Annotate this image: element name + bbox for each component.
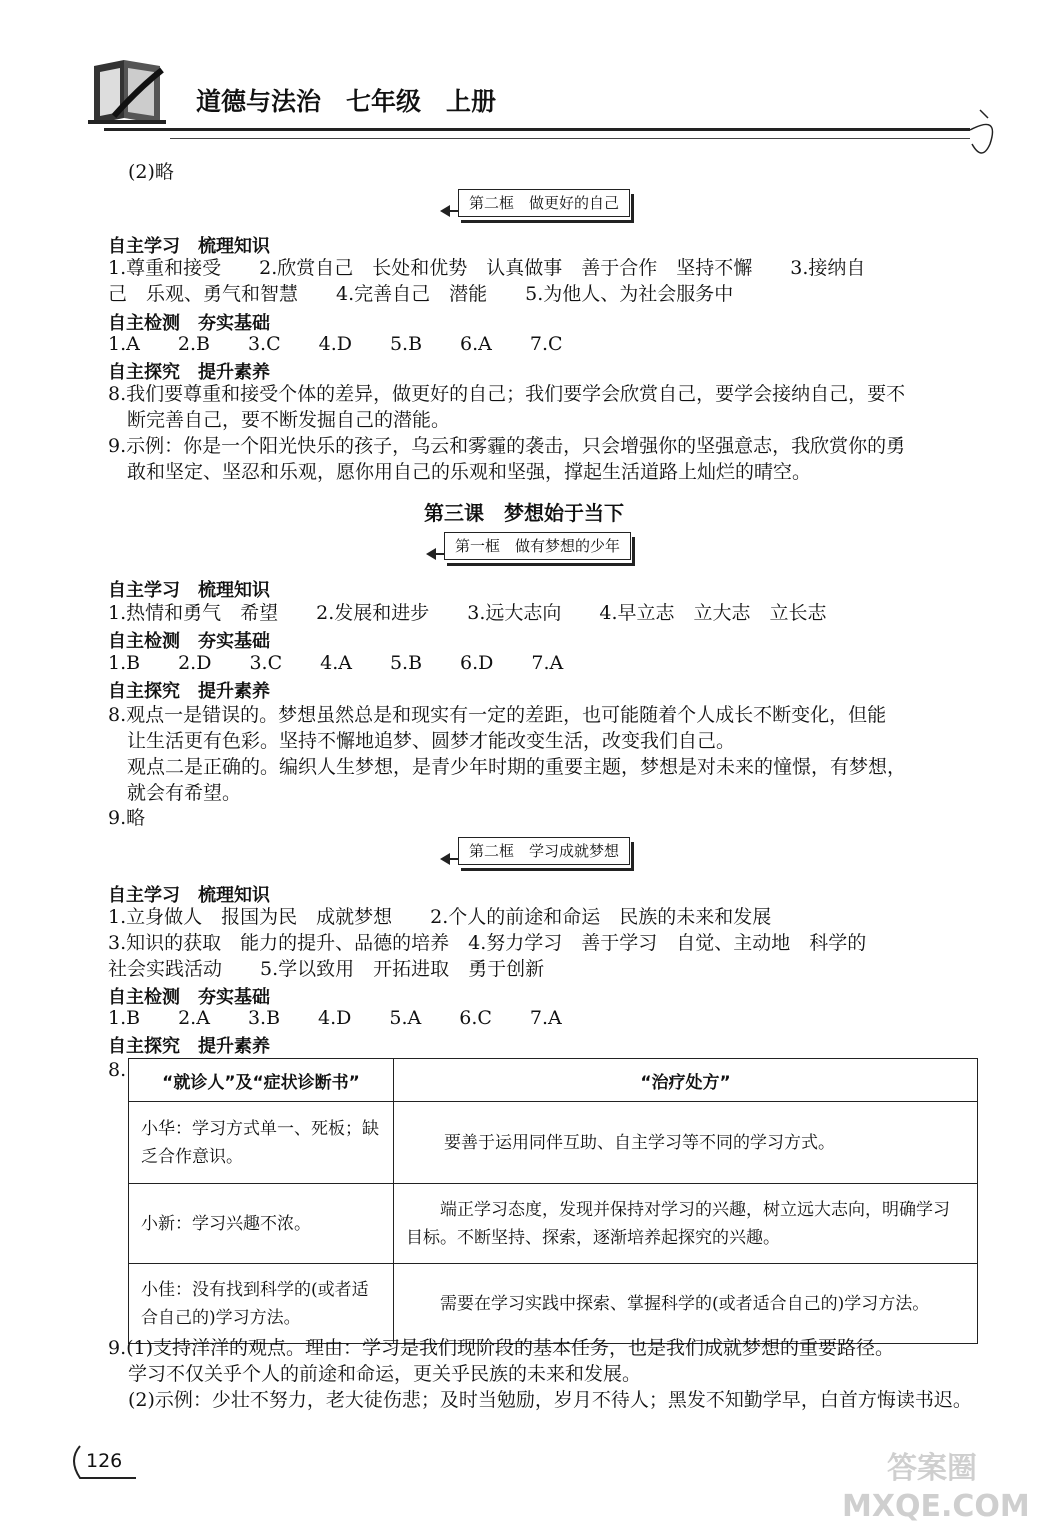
section-heading: 自主探究 提升素养 xyxy=(108,362,270,383)
table-row xyxy=(129,1184,978,1264)
text-line: 1.B 2.A 3.B 4.D 5.A 6.C 7.A xyxy=(108,1007,562,1029)
table-header-row xyxy=(129,1059,978,1102)
text-line: 社会实践活动 5.学以致用 开拓进取 勇于创新 xyxy=(108,958,545,980)
prescription-table xyxy=(128,1058,978,1344)
page-number: 126 xyxy=(86,1450,123,1472)
text-line: 学习不仅关乎个人的前途和命运，更关乎民族的未来和发展。 xyxy=(128,1363,642,1385)
text-line: 8.我们要尊重和接受个体的差异，做更好的自己；我们要学会欣赏自己，要学会接纳自己，要不 xyxy=(108,383,906,405)
section-frame-2: 第一框 做有梦想的少年 xyxy=(444,532,631,560)
book-logo-icon xyxy=(84,58,174,130)
text-line: 9.(1)支持洋洋的观点。理由：学习是我们现阶段的基本任务，也是我们成就梦想的重要路径。 xyxy=(108,1337,895,1359)
section-heading: 自主学习 梳理知识 xyxy=(108,236,270,257)
text-line: 8.观点一是错误的。梦想虽然总是和现实有一定的差距，也可能随着个人成长不断变化，但能 xyxy=(108,704,887,726)
text-line: (2)略 xyxy=(128,161,174,183)
text-line: 1.A 2.B 3.C 4.D 5.B 6.A 7.C xyxy=(108,333,563,355)
text-line: 观点二是正确的。编织人生梦想，是青少年时期的重要主题，梦想是对未来的憧憬，有梦想， xyxy=(108,756,907,778)
lesson-title: 第三课 梦想始于当下 xyxy=(424,501,624,525)
table-cell: 小华：学习方式单一、死板；缺乏合作意识。 xyxy=(129,1102,394,1184)
text-line: 敢和坚定、坚忍和乐观，愿你用自己的乐观和坚强，撑起生活道路上灿烂的晴空。 xyxy=(108,461,812,483)
section-heading: 自主探究 提升素养 xyxy=(108,1036,270,1057)
header-rule-thin xyxy=(170,138,970,139)
table-cell: 小佳：没有找到科学的(或者适合自己的)学习方法。 xyxy=(129,1264,394,1344)
table-row xyxy=(129,1102,978,1184)
section-heading: 自主检测 夯实基础 xyxy=(108,987,270,1008)
text-line: 让生活更有色彩。坚持不懈地追梦、圆梦才能改变生活，改变我们自己。 xyxy=(108,730,736,752)
table-row xyxy=(129,1264,978,1344)
table-header-cell: “就诊人”及“症状诊断书” xyxy=(129,1059,394,1102)
section-heading: 自主探究 提升素养 xyxy=(108,681,270,702)
table-cell: 端正学习态度，发现并保持对学习的兴趣，树立远大志向，明确学习目标。不断坚持、探索，逐渐培养起探究的兴趣。 xyxy=(394,1184,978,1264)
text-line: 就会有希望。 xyxy=(108,782,242,804)
book-title: 道德与法治 七年级 上册 xyxy=(196,87,497,116)
section-heading: 自主检测 夯实基础 xyxy=(108,631,270,652)
table-cell: 要善于运用同伴互助、自主学习等不同的学习方式。 xyxy=(394,1102,978,1184)
text-line: 9.略 xyxy=(108,807,146,829)
table-cell: 需要在学习实践中探索、掌握科学的(或者适合自己的)学习方法。 xyxy=(394,1264,978,1344)
section-heading: 自主学习 梳理知识 xyxy=(108,580,270,601)
text-line: 1.B 2.D 3.C 4.A 5.B 6.D 7.A xyxy=(108,652,564,674)
text-line: 断完善自己，要不断发掘自己的潜能。 xyxy=(108,409,451,431)
table-header-cell: “治疗处方” xyxy=(394,1059,978,1102)
page-number-bracket-icon xyxy=(66,1440,146,1486)
section-heading: 自主学习 梳理知识 xyxy=(108,885,270,906)
header-rule xyxy=(104,128,970,131)
header-logo xyxy=(84,58,174,130)
text-line: 己 乐观、勇气和智慧 4.完善自己 潜能 5.为他人、为社会服务中 xyxy=(108,283,734,305)
question-number: 8. xyxy=(108,1059,127,1081)
text-line: 9.示例：你是一个阳光快乐的孩子，乌云和雾霾的袭击，只会增强你的坚强意志，我欣赏你的勇 xyxy=(108,435,906,457)
text-line: 1.尊重和接受 2.欣赏自己 长处和优势 认真做事 善于合作 坚持不懈 3.接纳自 xyxy=(108,257,866,279)
table-cell: 小新：学习兴趣不浓。 xyxy=(129,1184,394,1264)
text-line: (2)示例：少壮不努力，老大徒伤悲；及时当勉励，岁月不待人；黑发不知勤学早，白首方悔读书迟。 xyxy=(128,1389,972,1411)
section-frame-1: 第二框 做更好的自己 xyxy=(458,189,630,217)
text-line: 3.知识的获取 能力的提升、品德的培养 4.努力学习 善于学习 自觉、主动地 科学的 xyxy=(108,932,867,954)
section-heading: 自主检测 夯实基础 xyxy=(108,313,270,334)
text-line: 1.热情和勇气 希望 2.发展和进步 3.远大志向 4.早立志 立大志 立长志 xyxy=(108,602,827,624)
section-frame-3: 第二框 学习成就梦想 xyxy=(458,837,630,865)
flourish-icon xyxy=(960,104,1010,168)
watermark: 答案圈 MXQE.COM xyxy=(842,1451,1030,1524)
text-line: 1.立身做人 报国为民 成就梦想 2.个人的前途和命运 民族的未来和发展 xyxy=(108,906,772,928)
